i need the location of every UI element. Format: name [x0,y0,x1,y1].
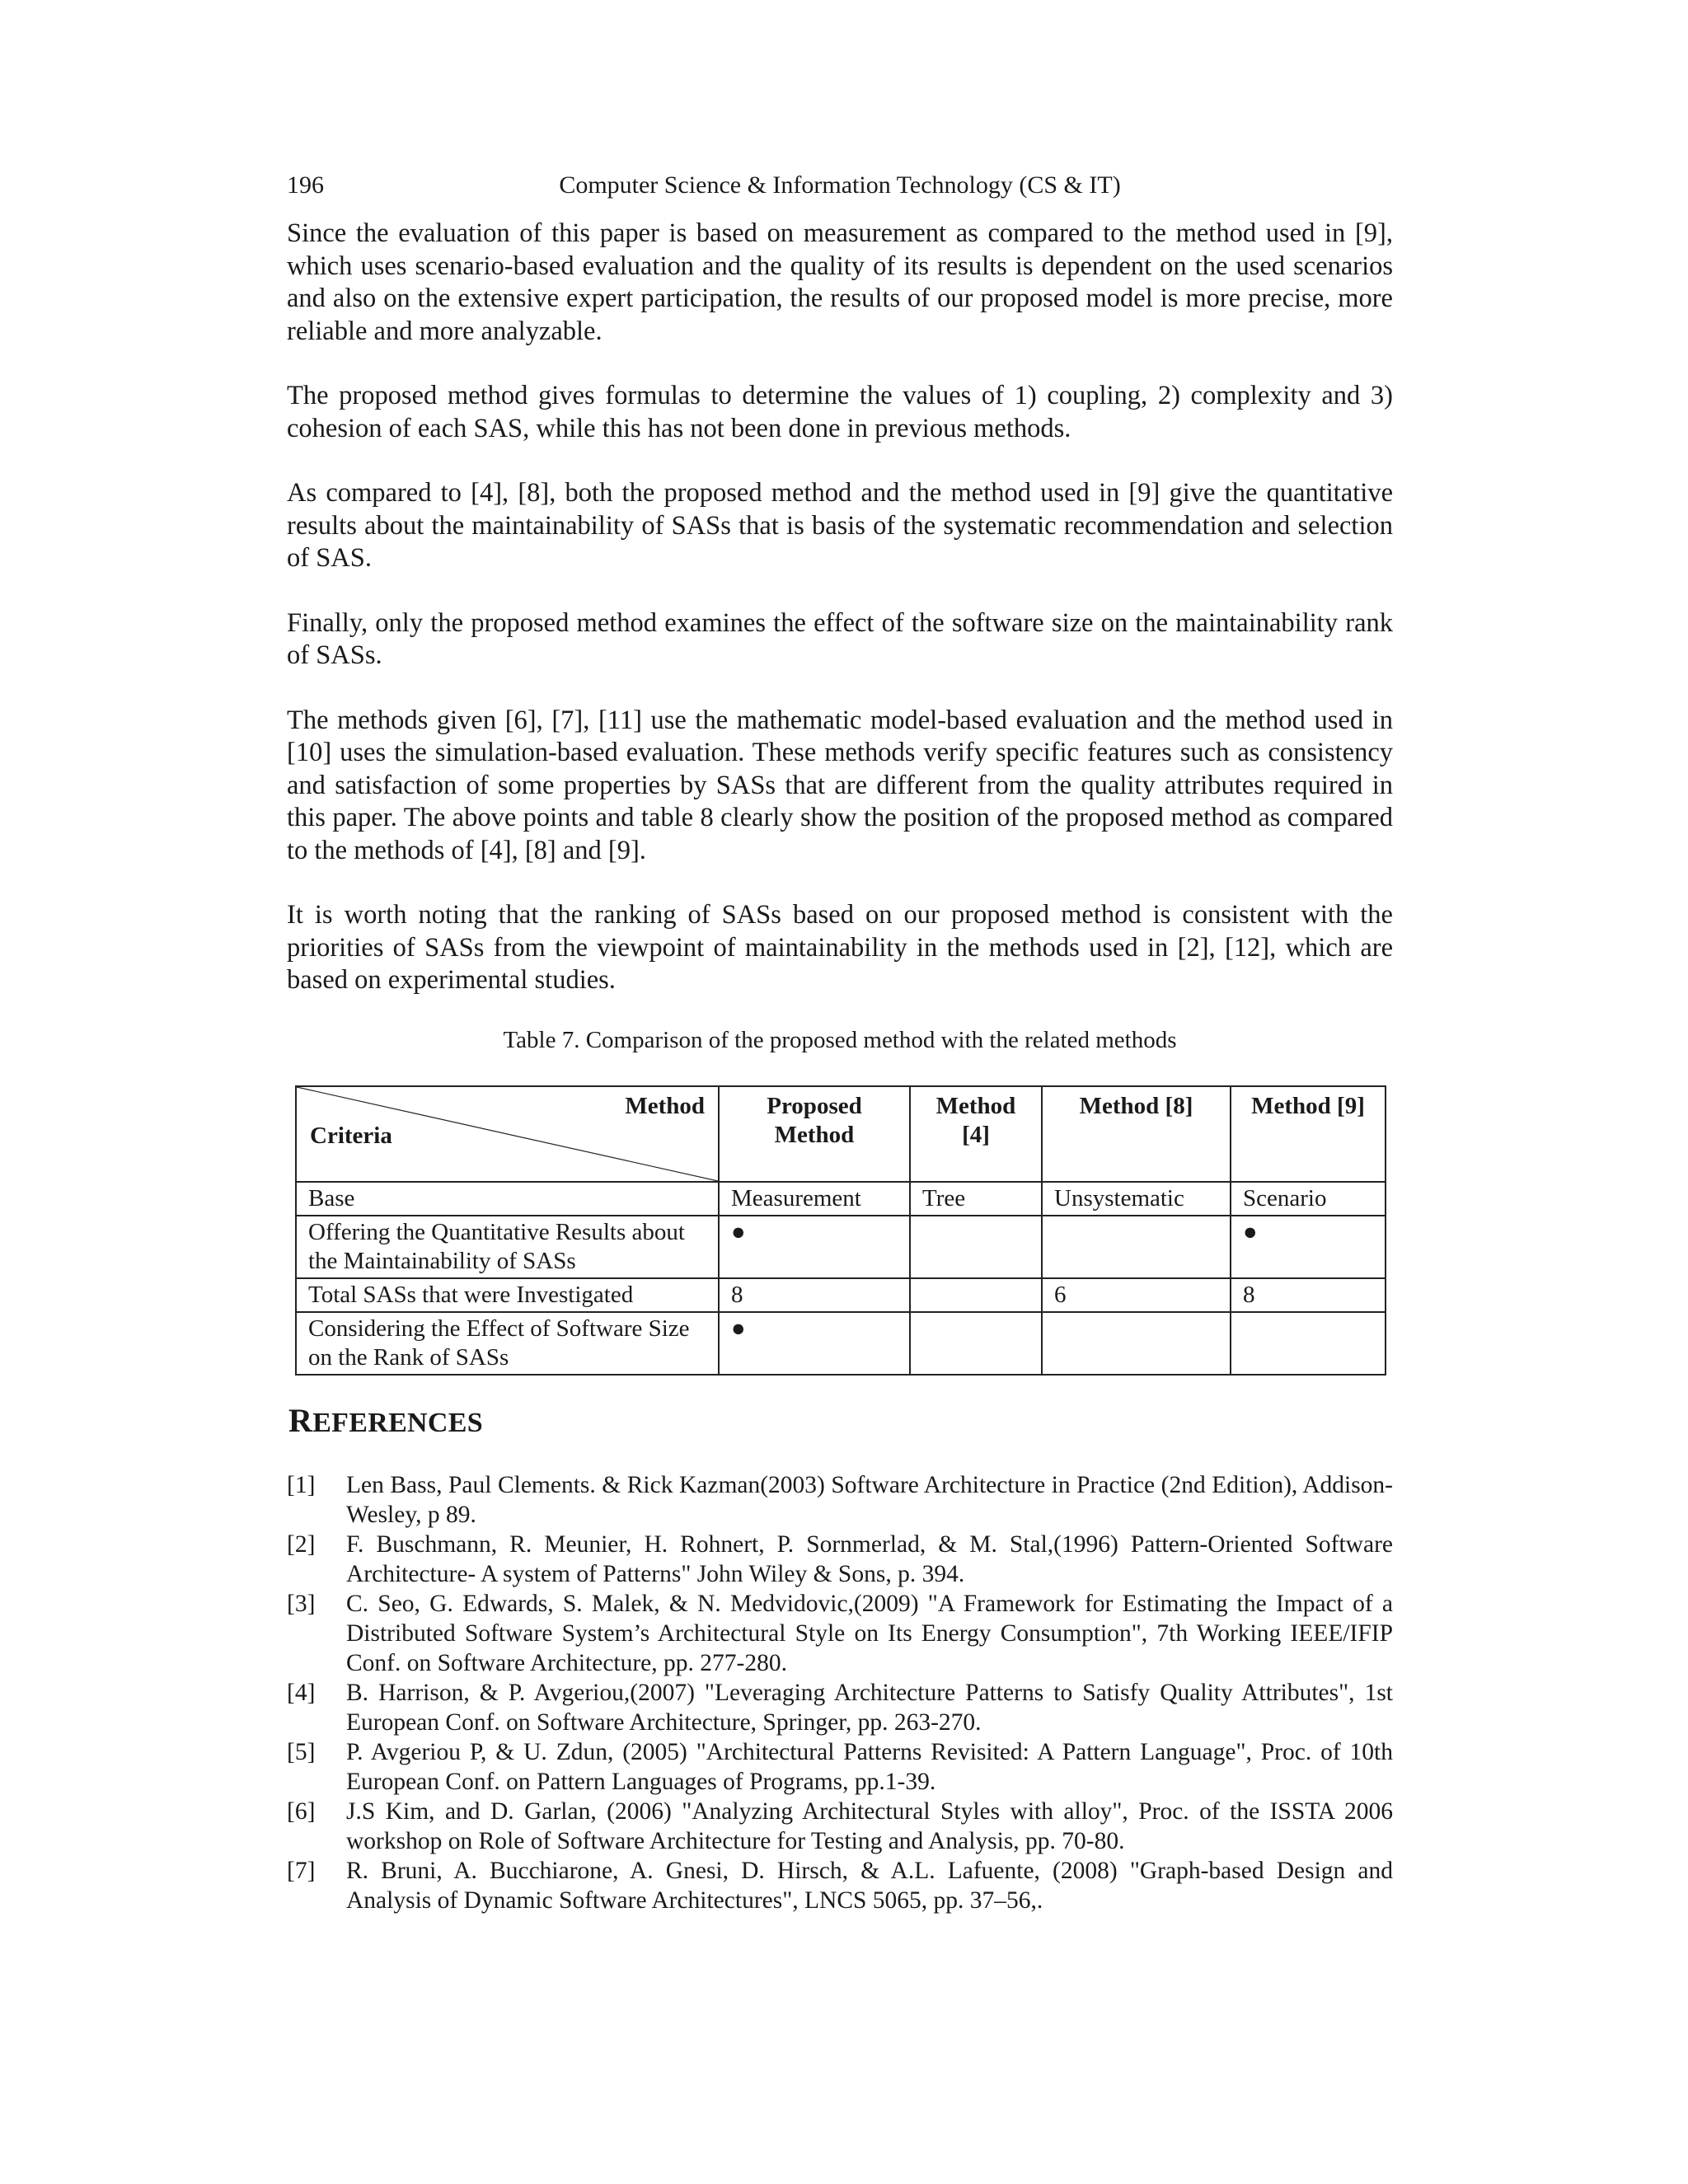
reference-item [287,1678,1393,1737]
reference-number: [1] [287,1472,316,1498]
reference-text: P. Avgeriou P, & U. Zdun, (2005) "Architectural Patterns Revisited: A Pattern Language", Proc. of 10th European Conf. on Pattern Languages of Programs, pp.1-39. [346,1739,1393,1795]
column-header: Method [8] [1042,1086,1231,1182]
table-cell: 8 [719,1278,910,1312]
paragraph: Finally, only the proposed method examines the effect of the software size on the maintainability rank of SASs. [287,607,1393,670]
table-cell: Tree [910,1182,1042,1216]
table-cell: ● [719,1312,910,1375]
reference-number: [6] [287,1798,316,1825]
body-text [287,218,1393,1029]
table-cell [1231,1312,1386,1375]
reference-item [287,1856,1393,1915]
table-row [296,1216,1386,1278]
table-cell: Scenario [1231,1182,1386,1216]
reference-number: [7] [287,1858,316,1884]
row-criteria: Considering the Effect of Software Size on the Rank of SASs [296,1312,719,1375]
criteria-axis-label: Criteria [310,1122,392,1149]
table-cell [910,1278,1042,1312]
paragraph: As compared to [4], [8], both the proposed method and the method used in [9] give the quantitative results about the maintainability of SASs that is basis of the systematic recommendation and selection of SAS. [287,478,1393,573]
table-cell: Measurement [719,1182,910,1216]
references-heading [288,1401,483,1440]
reference-item [287,1797,1393,1856]
table-cell: ● [719,1216,910,1278]
reference-number: [4] [287,1680,316,1706]
table-cell [910,1216,1042,1278]
table-row [296,1278,1386,1312]
reference-number: [3] [287,1591,316,1617]
references-heading-initial: R [288,1402,313,1439]
table-cell: 6 [1042,1278,1231,1312]
table-cell: ● [1231,1216,1386,1278]
reference-number: [2] [287,1531,316,1558]
reference-item [287,1530,1393,1589]
reference-text: R. Bruni, A. Bucchiarone, A. Gnesi, D. Hirsch, & A.L. Lafuente, (2008) "Graph-based Design and Analysis of Dynamic Software Architectures", LNCS 5065, pp. 37–56,. [346,1858,1393,1914]
diagonal-header-cell [296,1086,719,1182]
row-criteria: Base [296,1182,719,1216]
table-cell: Unsystematic [1042,1182,1231,1216]
comparison-table [295,1085,1386,1376]
paragraph: The proposed method gives formulas to determine the values of 1) coupling, 2) complexity and 3) cohesion of each SAS, while this has not been done in previous methods. [287,381,1393,443]
page-header [287,171,1393,204]
table-cell: 8 [1231,1278,1386,1312]
row-criteria: Total SASs that were Investigated [296,1278,719,1312]
table-caption: Table 7. Comparison of the proposed method with the related methods [503,1027,1177,1053]
method-axis-label: Method [625,1093,705,1119]
reference-text: J.S Kim, and D. Garlan, (2006) "Analyzing Architectural Styles with alloy", Proc. of the ISSTA 2006 workshop on Role of Software Architecture for Testing and Analysis, pp. 70-80. [346,1798,1393,1854]
reference-item [287,1589,1393,1678]
reference-text: C. Seo, G. Edwards, S. Malek, & N. Medvidovic,(2009) "A Framework for Estimating the Impact of a Distributed Software System’s Architectural Style on Its Energy Consumption", 7th Working IEEE/IFIP Conf. on Software Architecture, pp. 277-280. [346,1591,1393,1676]
running-title: Computer Science & Information Technology (CS & IT) [559,171,1121,199]
table-cell [1042,1216,1231,1278]
column-header: Proposed Method [719,1086,910,1182]
reference-item [287,1470,1393,1530]
table-cell [910,1312,1042,1375]
table-row [296,1312,1386,1375]
reference-item [287,1737,1393,1797]
row-criteria: Offering the Quantitative Results about the Maintainability of SASs [296,1216,719,1278]
column-header: Method [9] [1231,1086,1386,1182]
reference-list [287,1470,1393,1915]
column-header: Method [4] [910,1086,1042,1182]
paragraph: It is worth noting that the ranking of SASs based on our proposed method is consistent with the priorities of SASs from the viewpoint of maintainability in the methods used in [2], [12], which are based on experimental studies. [287,900,1393,995]
reference-text: B. Harrison, & P. Avgeriou,(2007) "Leveraging Architecture Patterns to Satisfy Quality Attributes", 1st European Conf. on Software Architecture, Springer, pp. 263-270. [346,1680,1393,1736]
table-row [296,1182,1386,1216]
reference-text: F. Buschmann, R. Meunier, H. Rohnert, P. Sornmerlad, & M. Stal,(1996) Pattern-Oriented Software Architecture- A system of Patterns" John Wiley & Sons, p. 394. [346,1531,1393,1587]
table-cell [1042,1312,1231,1375]
reference-text: Len Bass, Paul Clements. & Rick Kazman(2003) Software Architecture in Practice (2nd Edition), Addison-Wesley, p 89. [346,1472,1393,1528]
paragraph: The methods given [6], [7], [11] use the mathematic model-based evaluation and the method used in [10] uses the simulation-based evaluation. These methods verify specific features such as consistency and satisfaction of some properties by SASs that are different from the quality attributes required in this paper. The above points and table 8 clearly show the position of the proposed method as compared to the methods of [4], [8] and [9]. [287,705,1393,865]
paragraph: Since the evaluation of this paper is based on measurement as compared to the method used in [9], which uses scenario-based evaluation and the quality of its results is dependent on the used scenarios and also on the extensive expert participation, the results of our proposed model is more precise, more reliable and more analyzable. [287,218,1393,346]
page-number: 196 [287,171,324,199]
table-header-row [296,1086,1386,1182]
reference-number: [5] [287,1739,316,1765]
references-heading-rest: EFERENCES [312,1408,483,1438]
